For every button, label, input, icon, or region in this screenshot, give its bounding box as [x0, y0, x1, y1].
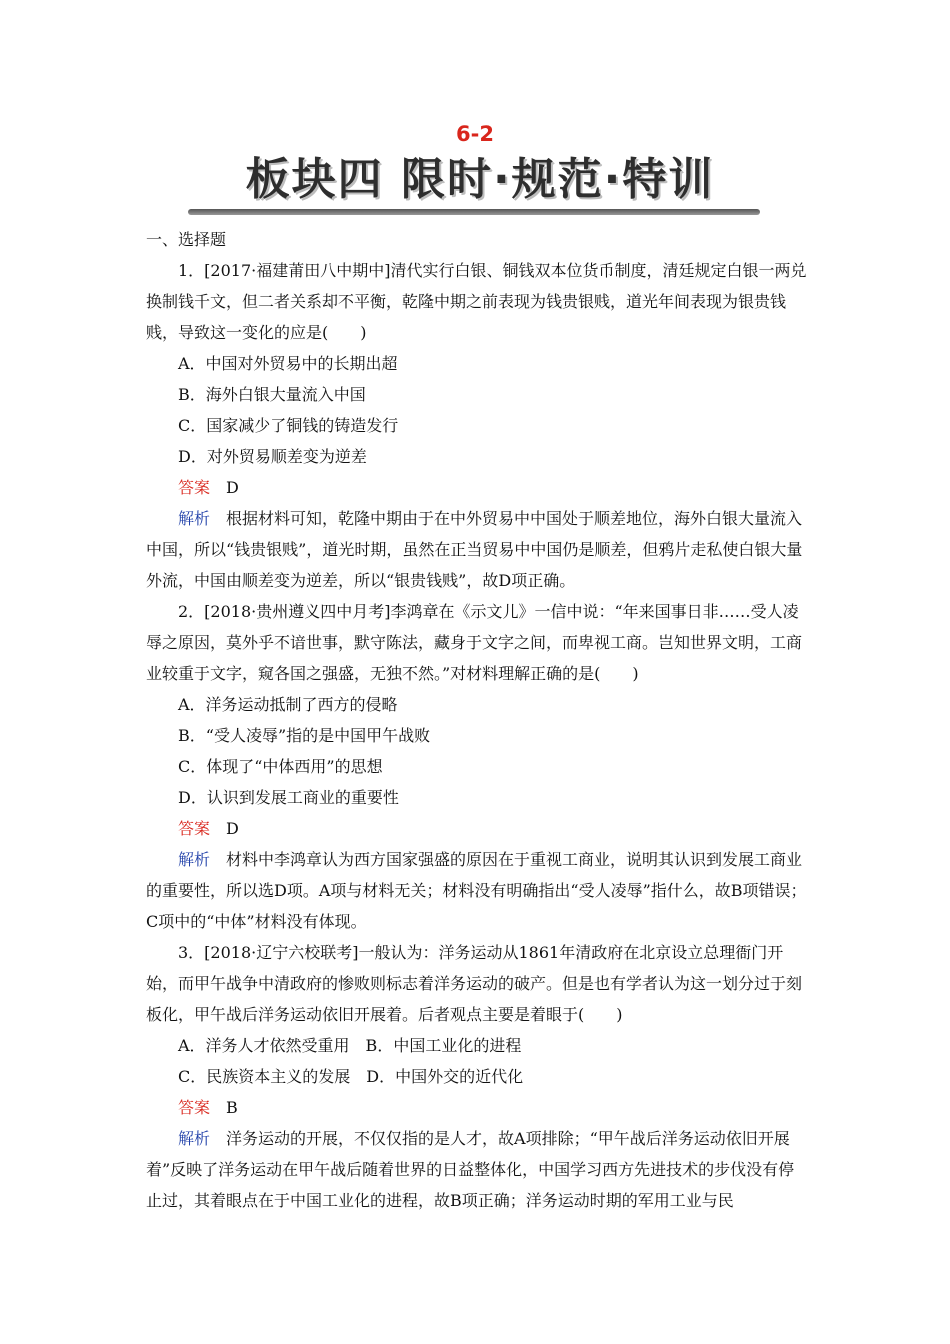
analysis-label: 解析: [178, 1129, 211, 1148]
question-1-option-c: C．国家减少了铜钱的铸造发行: [178, 416, 399, 435]
answer-label: 答案: [178, 1098, 211, 1117]
section-heading: 一、选择题: [146, 230, 227, 249]
banner-title: 板块四 限时·规范·特训: [245, 154, 715, 205]
question-2-option-b: B．“受人凌辱”指的是中国甲午战败: [178, 726, 431, 745]
question-3-options-row-2: C．民族资本主义的发展 D．中国外交的近代化: [178, 1067, 524, 1086]
section-banner: [200, 150, 760, 210]
question-3-analysis: [146, 1123, 808, 1216]
analysis-text: 根据材料可知，乾隆中期由于在中外贸易中中国处于顺差地位，海外白银大量流入中国，所以“钱贵银贱”，道光时期，虽然在正当贸易中中国仍是顺差，但鸦片走私使白银大量外流，中国由顺差变为逆差，所以“银贵钱贱”，故D项正确。: [146, 509, 803, 590]
answer-label: 答案: [178, 478, 211, 497]
question-1-option-d: D．对外贸易顺差变为逆差: [178, 447, 367, 466]
analysis-text: 洋务运动的开展，不仅仅指的是人才，故A项排除；“甲午战后洋务运动依旧开展着”反映了洋务运动在甲午战后随着世界的日益整体化，中国学习西方先进技术的步伐没有停止过，其着眼点在于中国工业化的进程，故B项正确；洋务运动时期的军用工业与民: [146, 1129, 795, 1210]
question-2-option-d: D．认识到发展工商业的重要性: [178, 788, 399, 807]
document-body: [146, 224, 808, 1216]
analysis-label: 解析: [178, 850, 211, 869]
question-3-answer: [146, 1092, 808, 1123]
question-1-option-b: B．海外白银大量流入中国: [178, 385, 366, 404]
page-code: 6-2: [456, 122, 494, 146]
question-1-analysis: [146, 503, 808, 596]
answer-value: D: [226, 478, 239, 497]
question-2-stem: 2．[2018·贵州遵义四中月考]李鸿章在《示文儿》一信中说：“年来国事日非……受人凌辱之原因，莫外乎不谙世事，默守陈法，藏身于文字之间，而卑视工商。岂知世界文明，工商业较重于文字，窥各国之强盛，无独不然。”对材料理解正确的是( ): [146, 602, 803, 683]
answer-value: B: [226, 1098, 238, 1117]
question-3-options-row-1: A．洋务人才依然受重用 B．中国工业化的进程: [178, 1036, 522, 1055]
question-2-analysis: [146, 844, 808, 937]
analysis-text: 材料中李鸿章认为西方国家强盛的原因在于重视工商业，说明其认识到发展工商业的重要性，所以选D项。A项与材料无关；材料没有明确指出“受人凌辱”指什么，故B项错误；C项中的“中体”材料没有体现。: [146, 850, 807, 931]
question-2-answer: [146, 813, 808, 844]
banner-underline: [188, 209, 760, 215]
question-2-option-a: A．洋务运动抵制了西方的侵略: [178, 695, 398, 714]
question-1-stem: 1．[2017·福建莆田八中期中]清代实行白银、铜钱双本位货币制度，清廷规定白银一两兑换制钱千文，但二者关系却不平衡，乾隆中期之前表现为钱贵银贱，道光年间表现为银贵钱贱，导致这一变化的应是( ): [146, 261, 807, 342]
answer-value: D: [226, 819, 239, 838]
question-3-stem: 3．[2018·辽宁六校联考]一般认为：洋务运动从1861年清政府在北京设立总理衙门开始，而甲午战争中清政府的惨败则标志着洋务运动的破产。但是也有学者认为这一划分过于刻板化，甲午战后洋务运动依旧开展着。后者观点主要是着眼于( ): [146, 943, 803, 1024]
question-2-option-c: C．体现了“中体西用”的思想: [178, 757, 383, 776]
question-1-option-a: A．中国对外贸易中的长期出超: [178, 354, 398, 373]
question-1-answer: [146, 472, 808, 503]
answer-label: 答案: [178, 819, 211, 838]
analysis-label: 解析: [178, 509, 211, 528]
